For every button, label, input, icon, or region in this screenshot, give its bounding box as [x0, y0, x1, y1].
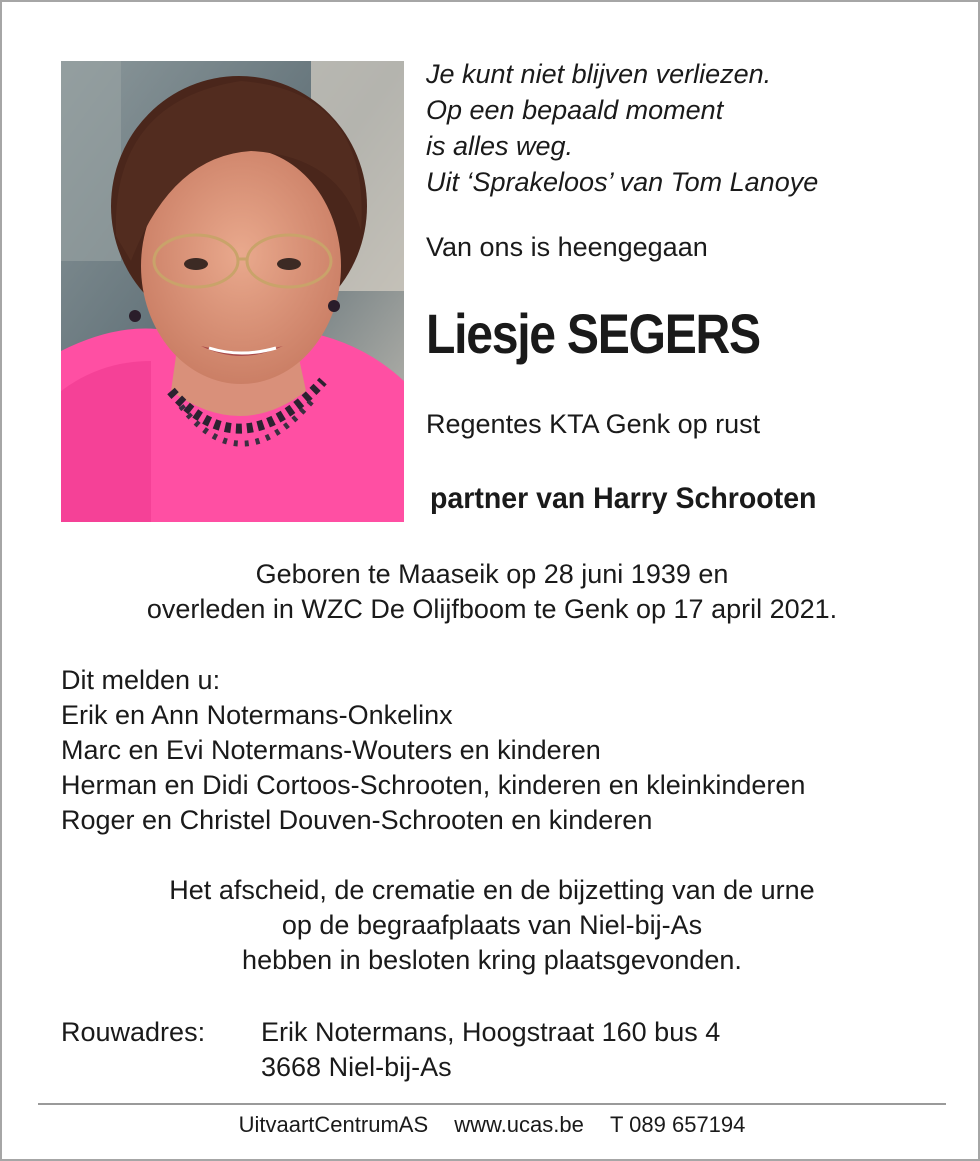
address-lines [261, 1015, 720, 1085]
family-heading: Dit melden u: [61, 665, 221, 695]
birth-line: Geboren te Maaseik op 28 juni 1939 en [255, 559, 729, 589]
deceased-title: Regentes KTA Genk op rust [426, 409, 761, 439]
family-list [61, 663, 805, 838]
poem-attribution: Uit ‘Sprakeloos’ van Tom Lanoye [426, 167, 819, 197]
portrait-photo [61, 61, 404, 522]
announcement-intro: Van ons is heengegaan [426, 232, 708, 262]
poem-line: Op een bepaald moment [426, 95, 724, 125]
family-member: Erik en Ann Notermans-Onkelinx [61, 700, 453, 730]
deceased-name: Liesje SEGERS [426, 302, 760, 365]
farewell-info [2, 873, 980, 978]
partner-line: partner van Harry Schrooten [430, 482, 817, 515]
address-label: Rouwadres: [61, 1017, 206, 1047]
farewell-line: op de begraafplaats van Niel-bij-As [281, 910, 703, 940]
address-line: 3668 Niel-bij-As [261, 1052, 452, 1082]
farewell-line: Het afscheid, de crematie en de bijzetting van de urne [169, 875, 815, 905]
footer-phone: T 089 657194 [610, 1112, 746, 1137]
footer [2, 1110, 980, 1140]
footer-company: UitvaartCentrumAS [238, 1112, 429, 1137]
farewell-line: hebben in besloten kring plaatsgevonden. [242, 945, 742, 975]
family-member: Roger en Christel Douven-Schrooten en kinderen [61, 805, 653, 835]
family-member: Marc en Evi Notermans-Wouters en kinderen [61, 735, 601, 765]
death-line: overleden in WZC De Olijfboom te Genk op 17 april 2021. [146, 594, 838, 624]
family-member: Herman en Didi Cortoos-Schrooten, kinderen en kleinkinderen [61, 770, 806, 800]
poem-line: is alles weg. [426, 131, 574, 161]
address-line: Erik Notermans, Hoogstraat 160 bus 4 [261, 1017, 721, 1047]
poem [426, 56, 818, 200]
portrait-photo-icon [61, 61, 404, 522]
birth-death-info [2, 557, 980, 627]
footer-divider [38, 1103, 946, 1105]
poem-line: Je kunt niet blijven verliezen. [426, 59, 772, 89]
footer-website-link[interactable]: www.ucas.be [454, 1112, 584, 1137]
